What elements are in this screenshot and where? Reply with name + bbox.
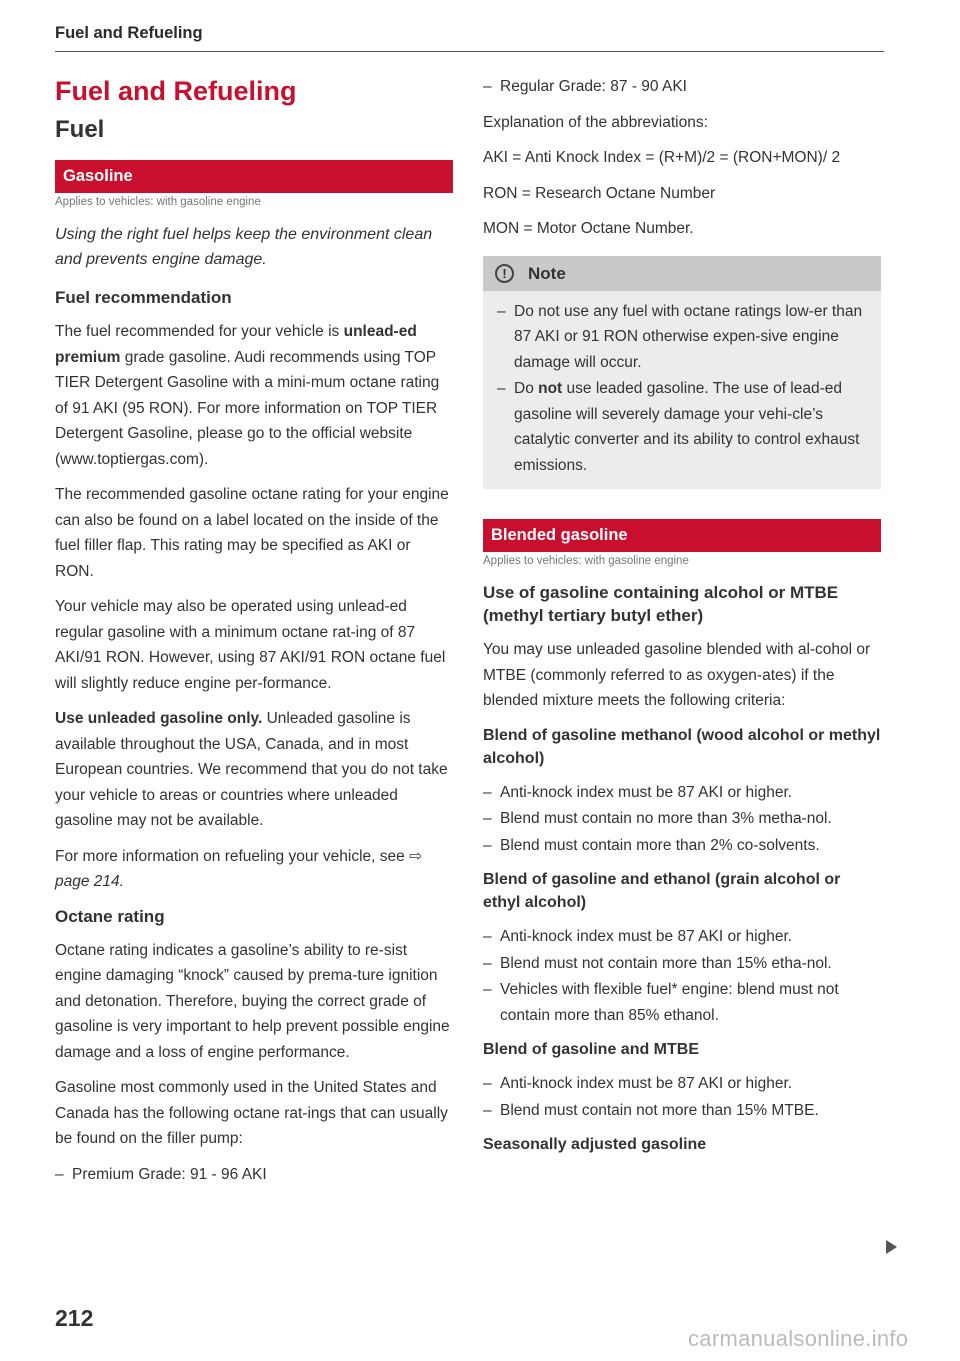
list-item: – Premium Grade: 91 - 96 AKI: [55, 1165, 267, 1183]
section-title: Fuel: [55, 116, 105, 143]
note-item: – Do not use leaded gasoline. The use of lead-ed gasoline will severely damage your vehi-cle’s catalytic converter and its ability to control exhaust emissions.: [497, 380, 860, 474]
intro-text: Using the right fuel helps keep the environment clean and prevents engine damage.: [55, 226, 433, 268]
mon-definition: MON = Motor Octane Number.: [483, 220, 694, 237]
fuel-recommendation-heading: Fuel recommendation: [55, 288, 232, 307]
list-item: – Blend must not contain more than 15% etha-nol.: [483, 954, 832, 972]
aki-definition: AKI = Anti Knock Index = (R+M)/2 = (RON+MON)/ 2: [483, 149, 841, 166]
regular-gasoline-paragraph: Your vehicle may also be operated using unlead-ed regular gasoline with a minimum octane rat-ing of 87 AKI/91 RON. However, using 87 AKI/91 RON octane fuel will slightly reduce engine per-formance.: [55, 598, 446, 692]
page-reference-link[interactable]: ⇨ page 214.: [55, 847, 423, 890]
refueling-reference-paragraph: For more information on refueling your vehicle, see ⇨ page 214.: [55, 847, 423, 890]
octane-us-canada-paragraph: Gasoline most commonly used in the United States and Canada has the following octane rat-ings that can usually be found on the filler pump:: [55, 1079, 448, 1147]
list-item: – Blend must contain no more than 3% metha-nol.: [483, 810, 832, 827]
left-column: [55, 74, 453, 1188]
page-number: 212: [55, 1305, 94, 1331]
note-box: [483, 256, 881, 490]
list-item: – Anti-knock index must be 87 AKI or higher.: [483, 928, 793, 945]
header-divider: [55, 51, 884, 52]
alcohol-mtbe-heading: Use of gasoline containing alcohol or MTBE (methyl tertiary butyl ether): [483, 583, 839, 625]
octane-rating-heading: Octane rating: [55, 906, 165, 926]
applies-to-note: Applies to vehicles: with gasoline engine: [483, 555, 689, 567]
abbreviation-intro: Explanation of the abbreviations:: [483, 113, 708, 131]
note-title: Note: [528, 263, 566, 283]
applies-to-note: Applies to vehicles: with gasoline engine: [55, 196, 261, 208]
blended-gasoline-section-bar: Blended gasoline: [483, 519, 881, 552]
unleaded-only-paragraph: Use unleaded gasoline only. Unleaded gasoline is available throughout the USA, Canada, and in most European countries. We recommend that you do not take your vehicle to areas or countries where unleaded gasoline may not be available.: [55, 710, 448, 829]
exclamation-circle-icon: !: [495, 264, 514, 283]
chapter-title: Fuel and Refueling: [55, 76, 297, 106]
mtbe-blend-heading: Blend of gasoline and MTBE: [483, 1041, 700, 1058]
gasoline-section-bar: Gasoline: [55, 160, 453, 193]
note-header: [483, 256, 881, 291]
list-item: – Regular Grade: 87 - 90 AKI: [483, 78, 687, 95]
list-item: – Vehicles with flexible fuel* engine: blend must not contain more than 85% ethanol.: [483, 981, 839, 1024]
triangle-right-icon: [886, 1240, 897, 1254]
list-item: – Blend must contain more than 2% co-solvents.: [483, 836, 820, 854]
note-item: – Do not use any fuel with octane ratings low-er than 87 AKI or 91 RON otherwise expen-sive engine damage will occur.: [497, 302, 863, 371]
ron-definition: RON = Research Octane Number: [483, 184, 716, 202]
ethanol-blend-heading: Blend of gasoline and ethanol (grain alcohol or ethyl alcohol): [483, 871, 841, 911]
list-item: – Blend must contain not more than 15% MTBE.: [483, 1101, 819, 1119]
seasonal-gasoline-heading: Seasonally adjusted gasoline: [483, 1136, 707, 1153]
octane-rating-paragraph: Octane rating indicates a gasoline’s ability to re-sist engine damaging “knock” caused by prema-ture ignition and detonation. Therefore, buying the correct grade of gasoline is very important to help prevent possible engine damage and a loss of engine performance.: [55, 941, 450, 1061]
methanol-blend-heading: Blend of gasoline methanol (wood alcohol or methyl alcohol): [483, 726, 881, 767]
watermark: carmanualsonline.info: [688, 1326, 909, 1351]
label-location-paragraph: The recommended gasoline octane rating for your engine can also be found on a label located on the inside of the fuel filler flap. This rating may be specified as AKI or RON.: [55, 486, 449, 580]
oxygenates-paragraph: You may use unleaded gasoline blended with al-cohol or MTBE (commonly referred to as oxygen-ates) if the blended mixture meets the following criteria:: [483, 641, 871, 709]
list-item: – Anti-knock index must be 87 AKI or higher.: [483, 783, 793, 801]
right-column: [483, 74, 881, 1166]
fuel-recommendation-paragraph: The fuel recommended for your vehicle is unlead-ed premium grade gasoline. Audi recommends using TOP TIER Detergent Gasoline with a mini-mum octane rating of 91 AKI (95 RON). For more information on TOP TIER Detergent Gasoline, please go to the official website (www.toptiergas.com).: [55, 323, 440, 468]
list-item: – Anti-knock index must be 87 AKI or higher.: [483, 1075, 793, 1092]
running-header: Fuel and Refueling: [55, 24, 203, 42]
